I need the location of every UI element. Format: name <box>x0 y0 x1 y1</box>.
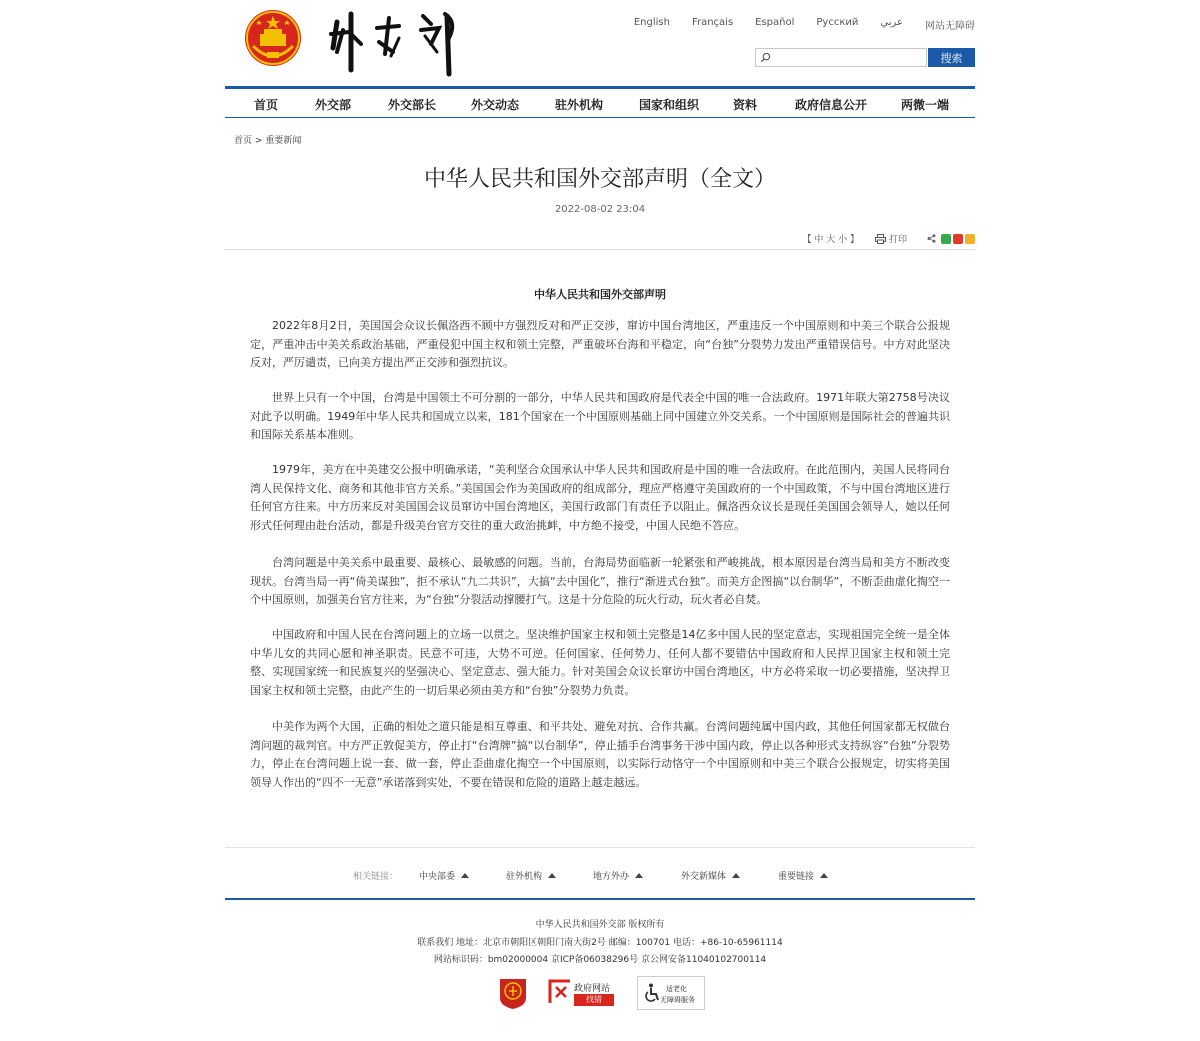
article-paragraph-1: 2022年8月2日，美国国会众议长佩洛西不顾中方强烈反对和严正交涉，窜访中国台湾地区，严重违反一个中国原则和中美三个联合公报规定，严重冲击中美关系政治基础，严重侵犯中国主权和领土完整，严重破坏台海和平稳定，向“台独”分裂势力发出严重错误信号。中方对此坚决反对，严厉谴责，已向美方提出严正交涉和强烈抗议。 <box>250 319 950 369</box>
related-central-ministries[interactable] <box>419 869 469 882</box>
related-new-media-label: 外交新媒体 <box>681 872 727 882</box>
expand-arrow-icon <box>732 873 740 878</box>
toolbar-divider <box>225 249 975 250</box>
related-central-ministries-label: 中央部委 <box>419 872 456 882</box>
page-title: 中华人民共和国外交部声明（全文） <box>423 167 776 192</box>
footer-divider <box>225 898 975 900</box>
related-missions[interactable] <box>506 869 556 882</box>
ministry-calligraphy-logo[interactable] <box>327 8 467 78</box>
search-button[interactable]: 搜索 <box>928 48 975 67</box>
gov-badge-line1: 政府网站 <box>574 984 611 994</box>
weibo-share-icon[interactable] <box>953 234 963 244</box>
gov-badge-line2: 找错 <box>574 994 614 1006</box>
font-size-controls[interactable]: 【 中 大 小 】 <box>802 235 859 245</box>
print-icon[interactable] <box>875 234 886 244</box>
related-links <box>225 869 975 883</box>
nav-item-gov-info[interactable]: 政府信息公开 <box>795 98 868 112</box>
gov-website-error-report-badge[interactable] <box>548 976 618 1010</box>
lang-english-link[interactable]: English <box>633 17 670 28</box>
expand-arrow-icon <box>820 873 828 878</box>
print-link[interactable]: 打印 <box>888 235 907 245</box>
search-icon <box>760 52 771 63</box>
nav-item-home[interactable]: 首页 <box>254 98 279 112</box>
share-icon[interactable] <box>927 234 936 243</box>
footer-copyright: 中华人民共和国外交部 版权所有 <box>535 920 665 930</box>
related-important-links-label: 重要链接 <box>778 872 815 882</box>
lang-russian-link[interactable]: Русский <box>816 17 859 28</box>
nav-item-minister[interactable]: 外交部长 <box>388 98 437 112</box>
article-paragraph-2: 世界上只有一个中国，台湾是中国领土不可分割的一部分，中华人民共和国政府是代表全中国的唯一合法政府。1971年联大第2758号决议对此予以明确。1949年中华人民共和国成立以来，181个国家在一个中国原则基础上同中国建立外交关系。一个中国原则是国际社会的普遍共识和国际关系基本准则。 <box>250 391 950 441</box>
related-missions-label: 驻外机构 <box>506 872 543 882</box>
nav-divider <box>225 117 975 118</box>
breadcrumb-home[interactable]: 首页 <box>234 136 253 146</box>
related-links-label: 相关链接： <box>353 872 399 882</box>
lang-arabic-link[interactable]: عربي <box>880 17 903 28</box>
related-local-offices[interactable] <box>593 869 643 882</box>
lang-french-link[interactable]: Français <box>691 17 734 28</box>
breadcrumb <box>234 133 984 146</box>
article-paragraph-4: 台湾问题是中美关系中最重要、最核心、最敏感的问题。当前，台海局势面临新一轮紧张和严峻挑战，根本原因是台湾当局和美方不断改变现状。台湾当局一再“倚美谋独”，拒不承认“九二共识”，大搞“去中国化”，推行“渐进式台独”。而美方企图搞“以台制华”，不断歪曲虚化掏空一个中国原则，加强美台官方往来，为“台独”分裂活动撑腰打气。这是十分危险的玩火行动，玩火者必自焚。 <box>250 556 950 606</box>
expand-arrow-icon <box>461 873 469 878</box>
party-gov-badge-icon[interactable] <box>497 976 529 1010</box>
related-new-media[interactable] <box>681 869 740 882</box>
article-paragraph-5: 中国政府和中国人民在台湾问题上的立场一以贯之。坚决维护国家主权和领土完整是14亿多中国人民的坚定意志，实现祖国完全统一是全体中华儿女的共同心愿和神圣职责。民意不可违，大势不可逆。任何国家、任何势力、任何人都不要错估中国政府和人民捍卫国家主权和领土完整、实现国家统一和民族复兴的坚强决心、坚定意志、强大能力。针对美国会众议长窜访中国台湾地区，中方必将采取一切必要措施，坚决捍卫国家主权和领土完整，由此产生的一切后果必须由美方和“台独”分裂势力负责。 <box>250 628 950 697</box>
expand-arrow-icon <box>548 873 556 878</box>
nav-item-missions[interactable]: 驻外机构 <box>555 98 604 112</box>
lang-spanish-link[interactable]: Español <box>755 17 795 28</box>
related-important-links[interactable] <box>778 869 828 882</box>
nav-item-diplomatic-news[interactable]: 外交动态 <box>471 98 520 112</box>
footer-site-ids: 网站标识码：bm02000004 京ICP备06038296号 京公网安备11040102700114 <box>433 955 767 965</box>
article-paragraph-6: 中美作为两个大国，正确的相处之道只能是相互尊重、和平共处、避免对抗、合作共赢。台湾问题纯属中国内政，其他任何国家都无权做台湾问题的裁判官。中方严正敦促美方，停止打“台湾牌”搞“以台制华”，停止插手台湾事务干涉中国内政，停止以各种形式支持纵容“台独”分裂势力，停止在台湾问题上说一套、做一套，停止歪曲虚化掏空一个中国原则，以实际行动恪守一个中国原则和中美三个联合公报规定，切实将美国领导人作出的“四不一无意”承诺落到实处，不要在错误和危险的道路上越走越远。 <box>250 720 950 789</box>
nav-item-countries[interactable]: 国家和组织 <box>639 98 700 112</box>
accessibility-link[interactable]: 网站无障碍 <box>925 21 975 32</box>
accessibility-service-badge[interactable] <box>637 976 705 1010</box>
access-badge-line1: 适老化 <box>666 985 687 993</box>
nav-item-ministry[interactable]: 外交部 <box>315 98 352 112</box>
article-toolbar <box>225 232 975 244</box>
national-emblem-icon[interactable] <box>243 8 303 68</box>
main-nav <box>225 89 975 117</box>
article-paragraph-3: 1979年，美方在中美建交公报中明确承诺，“美利坚合众国承认中华人民共和国政府是中国的唯一合法政府。在此范围内，美国人民将同台湾人民保持文化、商务和其他非官方关系。”美国国会作为美国政府的组成部分，理应严格遵守美国政府的一个中国政策，不与中国台湾地区进行任何官方往来。中方历来反对美国国会议员窜访中国台湾地区，美国行政部门有责任予以阻止。佩洛西众议长是现任美国国会领导人，她以任何形式任何理由赴台活动，都是升级美台官方交往的重大政治挑衅，中方绝不接受，中国人民绝不答应。 <box>250 463 950 532</box>
breadcrumb-separator: > <box>254 136 263 146</box>
access-badge-line2: 无障碍服务 <box>660 996 695 1004</box>
wechat-share-icon[interactable] <box>941 234 951 244</box>
language-links <box>612 17 975 32</box>
footer-top-divider <box>225 847 975 848</box>
publish-date: 2022-08-02 23:04 <box>554 204 646 215</box>
breadcrumb-current[interactable]: 重要新闻 <box>265 136 302 146</box>
related-local-offices-label: 地方外办 <box>593 872 630 882</box>
expand-arrow-icon <box>635 873 643 878</box>
site-header <box>225 0 975 86</box>
error-report-icon <box>548 979 572 1005</box>
qzone-share-icon[interactable] <box>965 234 975 244</box>
nav-item-media[interactable]: 两微一端 <box>901 98 950 112</box>
nav-item-resources[interactable]: 资料 <box>733 98 758 112</box>
footer-contact: 联系我们 地址：北京市朝阳区朝阳门南大街2号 邮编：100701 电话：+86-10-65961114 <box>417 938 783 948</box>
wheelchair-icon <box>643 983 661 1003</box>
search-input[interactable] <box>755 48 927 67</box>
article-subhead: 中华人民共和国外交部声明 <box>534 288 666 301</box>
